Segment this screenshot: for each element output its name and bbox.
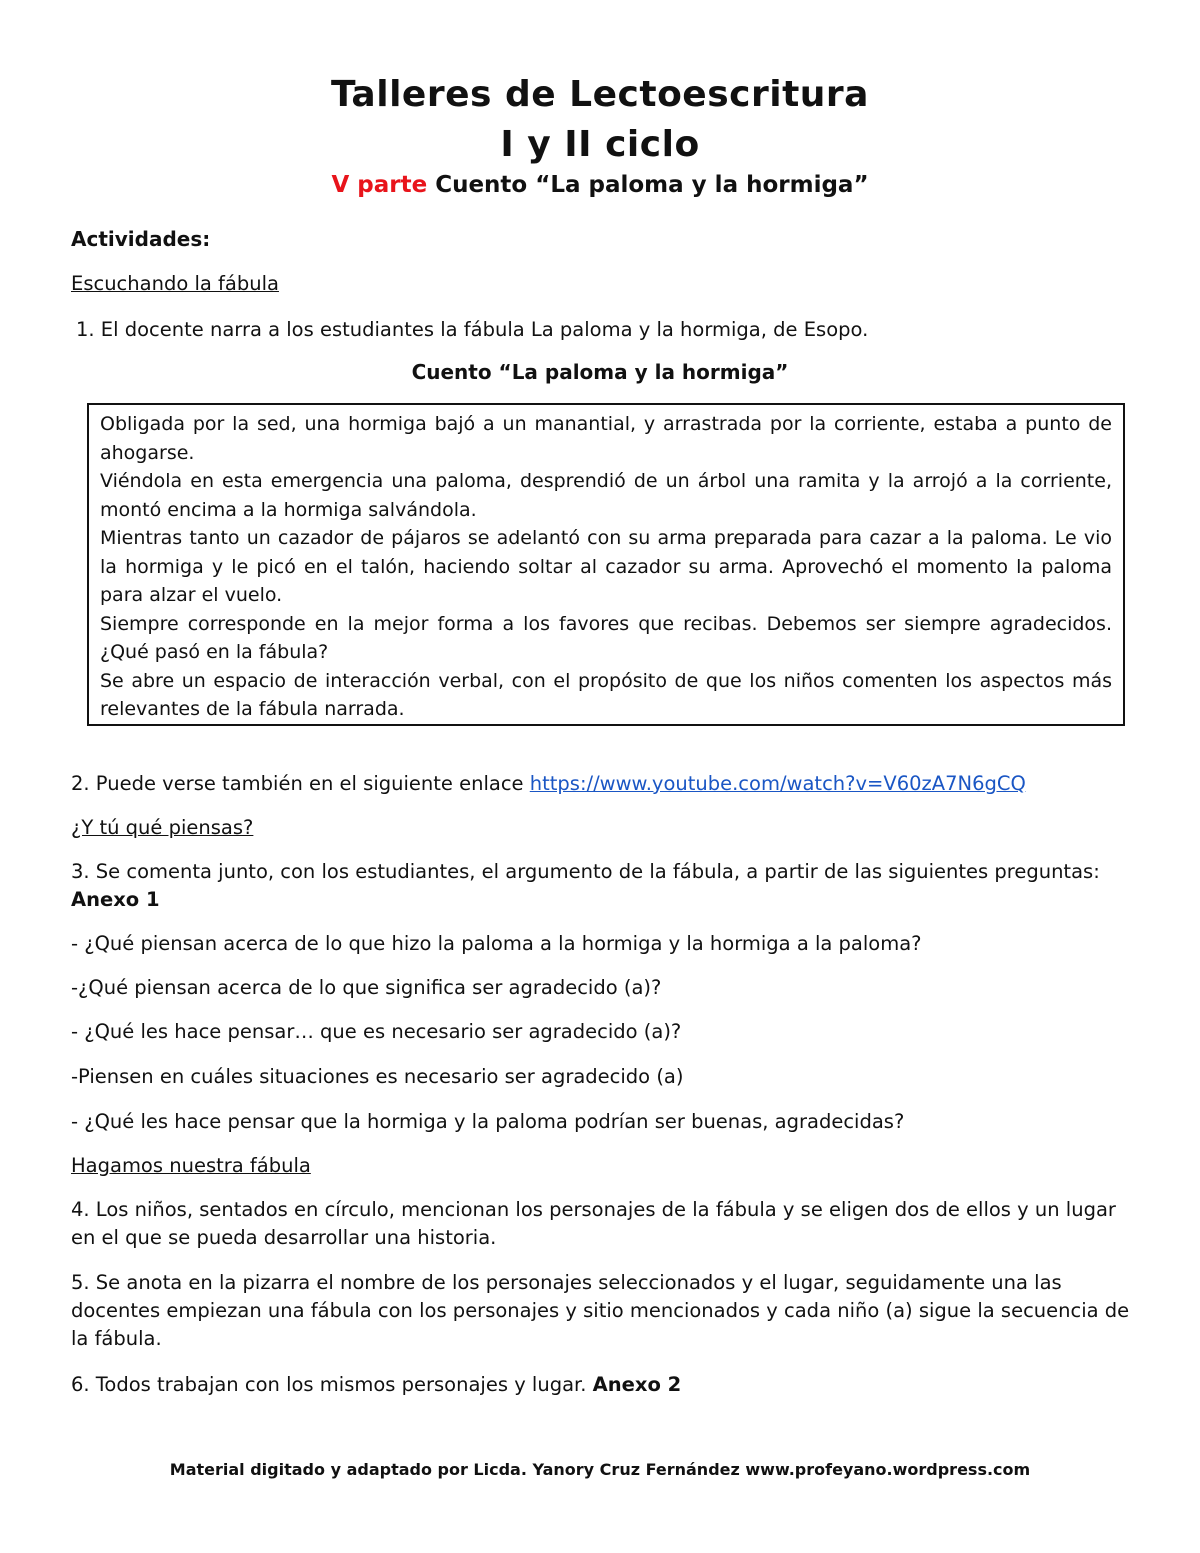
document-title-cycle: I y II ciclo	[500, 124, 700, 165]
part-heading	[0, 172, 1200, 198]
story-paragraph: Obligada por la sed, una hormiga bajó a un manantial, y arrastrada por la corriente, estaba a punto de ahogarse.	[100, 413, 1112, 464]
page-footer: Material digitado y adaptado por Licda. Yanory Cruz Fernández www.profeyano.wordpress.com	[169, 1460, 1031, 1479]
document-title: Talleres de Lectoescritura	[331, 74, 869, 115]
question-item: -Piensen en cuáles situaciones es necesario ser agradecido (a)	[71, 1065, 684, 1088]
activity-item-4: 4. Los niños, sentados en círculo, mencionan los personajes de la fábula y se eligen dos de ellos y un lugar en el que se pueda desarrollar una historia.	[71, 1198, 1116, 1249]
section-heading-thinking: ¿Y tú qué piensas?	[71, 816, 254, 839]
annex-1-label: Anexo 1	[71, 888, 160, 911]
activity-item-6-text: 6. Todos trabajan con los mismos personajes y lugar.	[71, 1373, 593, 1396]
story-paragraph: Siempre corresponde en la mejor forma a los favores que recibas. Debemos ser siempre agradecidos. ¿Qué pasó en la fábula?	[100, 612, 1112, 663]
part-title: Cuento “La paloma y la hormiga”	[435, 172, 869, 198]
question-item: - ¿Qué piensan acerca de lo que hizo la paloma a la hormiga y la hormiga a la paloma?	[71, 932, 922, 955]
question-item: - ¿Qué les hace pensar que la hormiga y la paloma podrían ser buenas, agradecidas?	[71, 1110, 905, 1133]
question-item: - ¿Qué les hace pensar… que es necesario ser agradecido (a)?	[71, 1020, 682, 1043]
part-label: V parte	[331, 172, 428, 198]
story-title: Cuento “La paloma y la hormiga”	[411, 360, 789, 384]
activity-item-5: 5. Se anota en la pizarra el nombre de los personajes seleccionados y el lugar, seguidamente una las docentes empiezan una fábula con los personajes y sitio mencionados y cada niño (a) sigue la secuencia de la fábula.	[71, 1271, 1130, 1350]
activity-item-3	[71, 858, 1131, 914]
story-box	[87, 403, 1125, 726]
activity-item-2-text: 2. Puede verse también en el siguiente enlace	[71, 772, 530, 795]
youtube-link[interactable]: https://www.youtube.com/watch?v=V60zA7N6gCQ	[529, 772, 1026, 795]
activity-item-3-text: 3. Se comenta junto, con los estudiantes, el argumento de la fábula, a partir de las siguientes preguntas:	[71, 860, 1100, 883]
story-paragraph: Se abre un espacio de interacción verbal, con el propósito de que los niños comenten los aspectos más relevantes de la fábula narrada.	[100, 669, 1112, 720]
activity-item-1: 1. El docente narra a los estudiantes la fábula La paloma y la hormiga, de Esopo.	[76, 318, 869, 341]
section-heading-our-fable: Hagamos nuestra fábula	[71, 1154, 311, 1177]
activities-label: Actividades:	[71, 227, 211, 251]
activity-item-2	[71, 770, 1131, 798]
activity-item-6	[71, 1371, 1131, 1399]
story-paragraph: Mientras tanto un cazador de pájaros se adelantó con su arma preparada para cazar a la paloma. Le vio la hormiga y le picó en el talón, haciendo soltar al cazador su arma. Aprovechó el momento la paloma para alzar el vuelo.	[100, 527, 1112, 606]
question-item: -¿Qué piensan acerca de lo que significa ser agradecido (a)?	[71, 976, 662, 999]
section-heading-listening: Escuchando la fábula	[71, 272, 279, 295]
story-paragraph: Viéndola en esta emergencia una paloma, desprendió de un árbol una ramita y la arrojó a la corriente, montó encima a la hormiga salvándola.	[100, 470, 1112, 521]
annex-2-label: Anexo 2	[592, 1373, 682, 1396]
